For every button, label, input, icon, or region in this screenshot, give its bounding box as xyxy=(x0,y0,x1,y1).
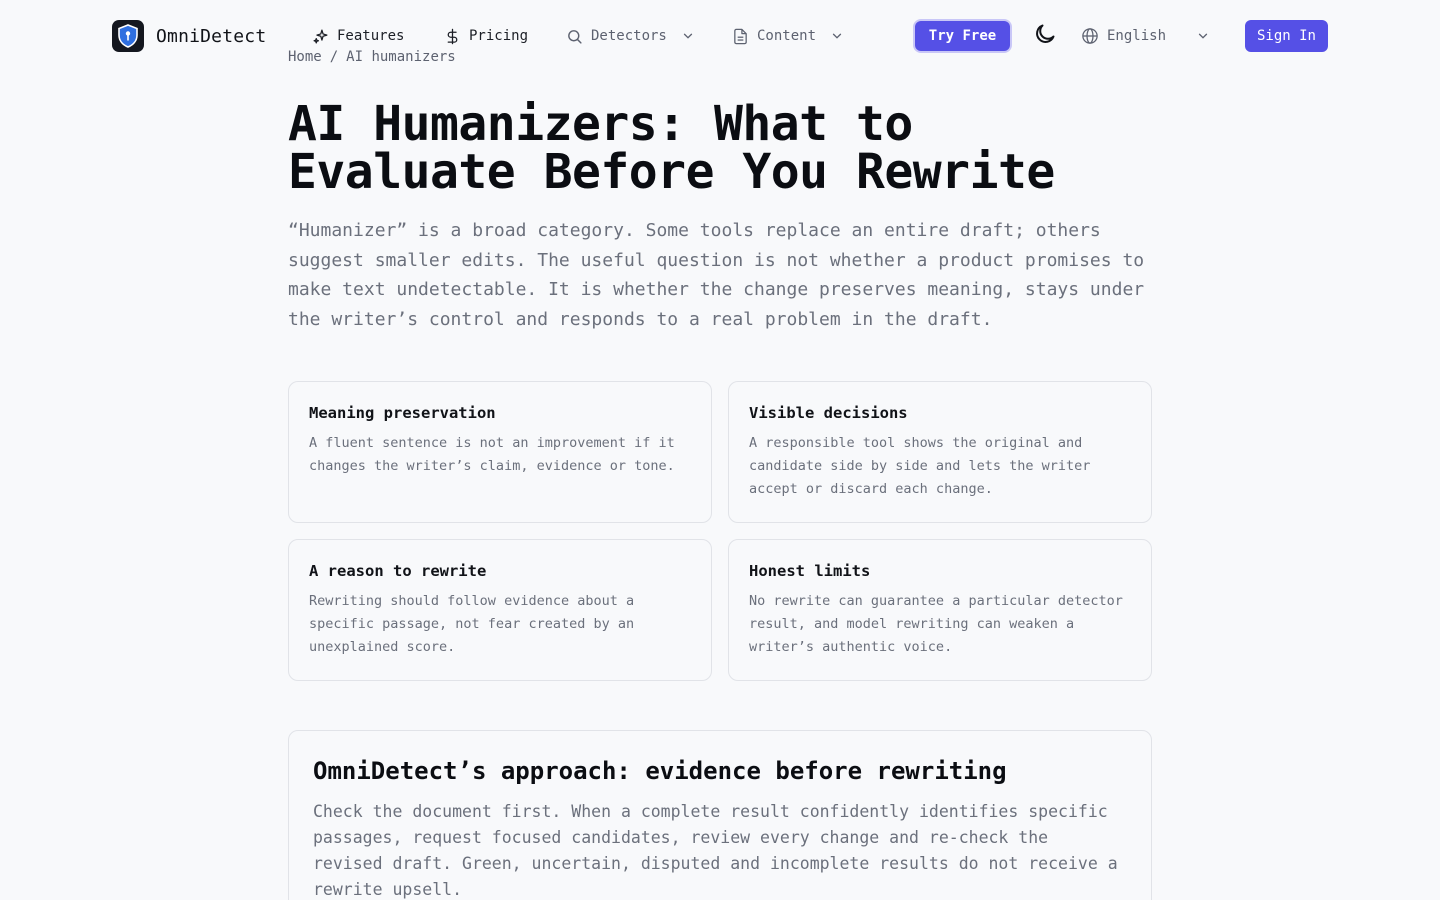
breadcrumb-home-link[interactable]: Home xyxy=(288,49,322,65)
chevron-down-icon xyxy=(681,29,695,43)
criteria-card-title: Visible decisions xyxy=(749,404,908,422)
nav-features[interactable] xyxy=(312,26,404,46)
chevron-down-icon xyxy=(1196,29,1210,43)
site-header xyxy=(0,0,1440,72)
try-free-button[interactable]: Try Free xyxy=(915,21,1010,51)
language-select[interactable] xyxy=(1081,26,1210,46)
search-icon xyxy=(566,28,583,45)
nav-detectors-dropdown[interactable] xyxy=(566,26,695,46)
criteria-card-body: No rewrite can guarantee a particular detector result, and model rewriting can weaken a writer’s authentic voice. xyxy=(749,593,1123,655)
criteria-card-title: Honest limits xyxy=(749,562,871,580)
approach-section xyxy=(288,730,1152,900)
nav-pricing-label: Pricing xyxy=(469,28,529,44)
breadcrumb-separator: / xyxy=(329,49,339,65)
shield-icon xyxy=(112,20,144,52)
page-intro: “Humanizer” is a broad category. Some tools replace an entire draft; others suggest smaller edits. The useful question is not whether a product promises to make text undetectable. It is whether the change preserves meaning, stays under the writer’s control and responds to a real problem in the draft. xyxy=(288,220,1145,330)
criteria-card-body: A fluent sentence is not an improvement if it changes the writer’s claim, evidence or tone. xyxy=(309,435,675,474)
breadcrumb-current: AI humanizers xyxy=(346,49,456,65)
criteria-card xyxy=(728,381,1152,523)
sparkles-icon xyxy=(312,28,329,45)
nav-detectors-label: Detectors xyxy=(591,28,667,44)
criteria-card-body: Rewriting should follow evidence about a specific passage, not fear created by an unexplained score. xyxy=(309,593,635,655)
document-icon xyxy=(732,28,749,45)
criteria-card xyxy=(288,539,712,681)
page-title: AI Humanizers: What to Evaluate Before You Rewrite xyxy=(288,96,1055,200)
language-label: English xyxy=(1107,28,1167,44)
nav-features-label: Features xyxy=(337,28,405,44)
dollar-icon xyxy=(444,28,461,45)
criteria-card-title: A reason to rewrite xyxy=(309,562,487,580)
criteria-card-body: A responsible tool shows the original and candidate side by side and lets the writer accept or discard each change. xyxy=(749,435,1091,497)
criteria-card xyxy=(288,381,712,523)
criteria-card-title: Meaning preservation xyxy=(309,404,496,422)
globe-icon xyxy=(1081,27,1099,45)
breadcrumb xyxy=(288,49,456,65)
approach-title: OmniDetect’s approach: evidence before rewriting xyxy=(313,757,1007,785)
nav-content-dropdown[interactable] xyxy=(732,26,844,46)
brand-name: OmniDetect xyxy=(156,25,267,47)
logo-link[interactable] xyxy=(112,20,266,52)
criteria-card xyxy=(728,539,1152,681)
theme-toggle-button[interactable] xyxy=(1033,24,1057,48)
nav-content-label: Content xyxy=(757,28,817,44)
approach-body: Check the document first. When a complete result confidently identifies specific passages, request focused candidates, review every change and re-check the revised draft. Green, uncertain, disputed and incomplete results do not receive a rewrite upsell. xyxy=(313,802,1118,899)
nav-pricing[interactable] xyxy=(444,26,528,46)
sign-in-button[interactable]: Sign In xyxy=(1245,20,1328,52)
chevron-down-icon xyxy=(830,29,844,43)
moon-icon xyxy=(1033,22,1057,50)
